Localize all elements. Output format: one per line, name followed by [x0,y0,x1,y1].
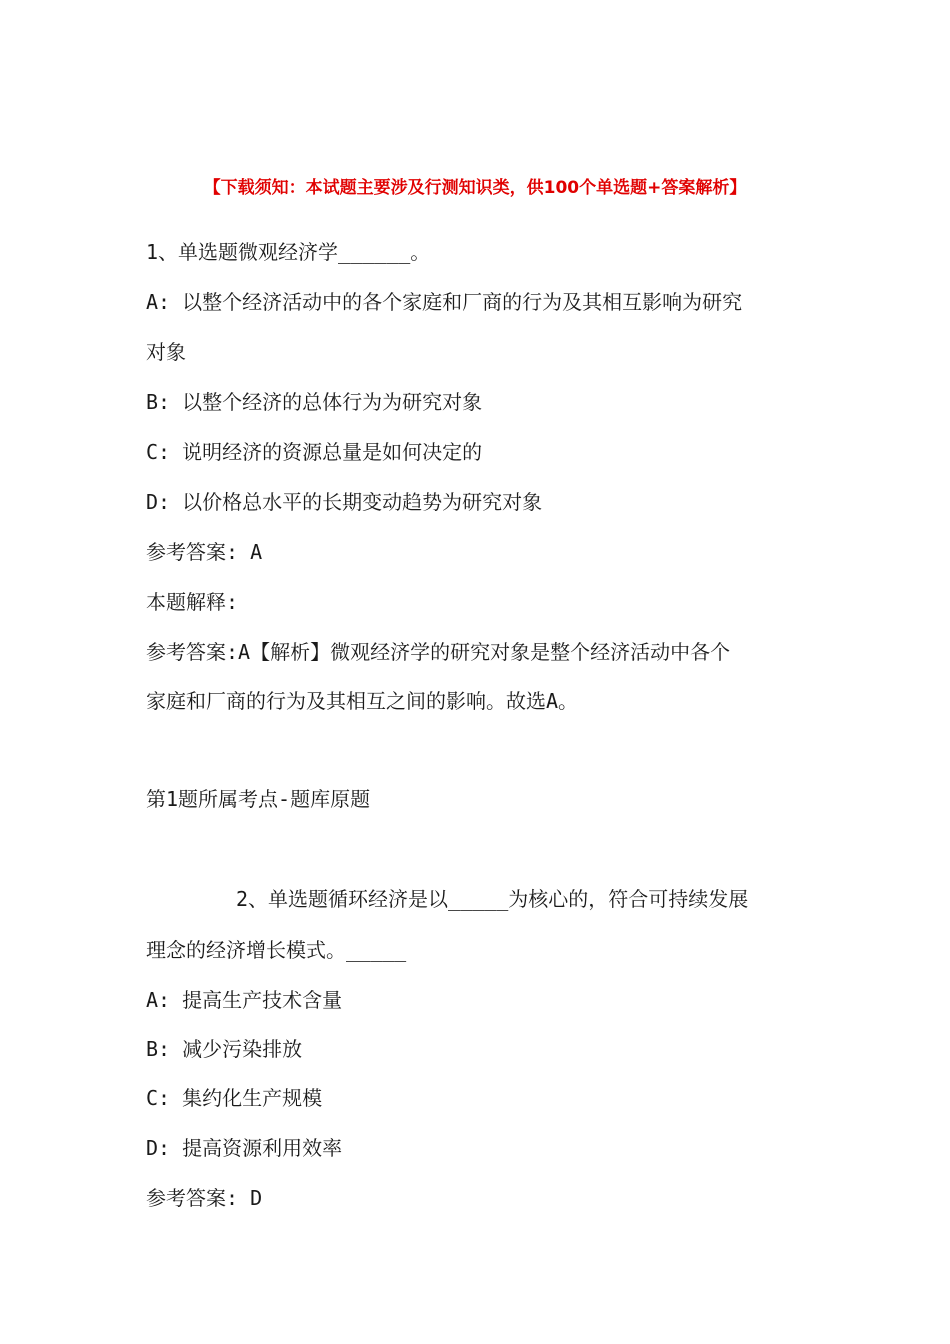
q1-explain-line1: 参考答案:A【解析】微观经济学的研究对象是整个经济活动中各个 [146,640,731,664]
q2-option-c: C: 集约化生产规模 [146,1086,323,1110]
q1-explain-label: 本题解释: [146,590,239,614]
q1-option-b: B: 以整个经济的总体行为为研究对象 [146,390,483,414]
q2-option-b: B: 减少污染排放 [146,1037,303,1061]
q1-topic: 第1题所属考点-题库原题 [146,787,371,811]
q1-stem: 1、单选题微观经济学______。 [146,240,431,264]
q1-answer: 参考答案: A [146,540,263,564]
q1-option-c: C: 说明经济的资源总量是如何决定的 [146,440,483,464]
q2-option-d: D: 提高资源利用效率 [146,1136,343,1160]
q1-option-a-line1: A: 以整个经济活动中的各个家庭和厂商的行为及其相互影响为研究 [146,290,743,314]
q2-stem-line2: 理念的经济增长模式。_____ [146,938,407,962]
q2-option-a: A: 提高生产技术含量 [146,988,343,1012]
q1-option-d: D: 以价格总水平的长期变动趋势为研究对象 [146,490,543,514]
q2-stem-line1: 2、单选题循环经济是以_____为核心的，符合可持续发展 [236,887,749,911]
q1-option-a-line2: 对象 [146,340,186,364]
q1-explain-line2: 家庭和厂商的行为及其相互之间的影响。故选A。 [146,689,579,713]
download-notice: 【下载须知：本试题主要涉及行测知识类，供100个单选题+答案解析】 [203,178,747,198]
q2-answer: 参考答案: D [146,1186,263,1210]
